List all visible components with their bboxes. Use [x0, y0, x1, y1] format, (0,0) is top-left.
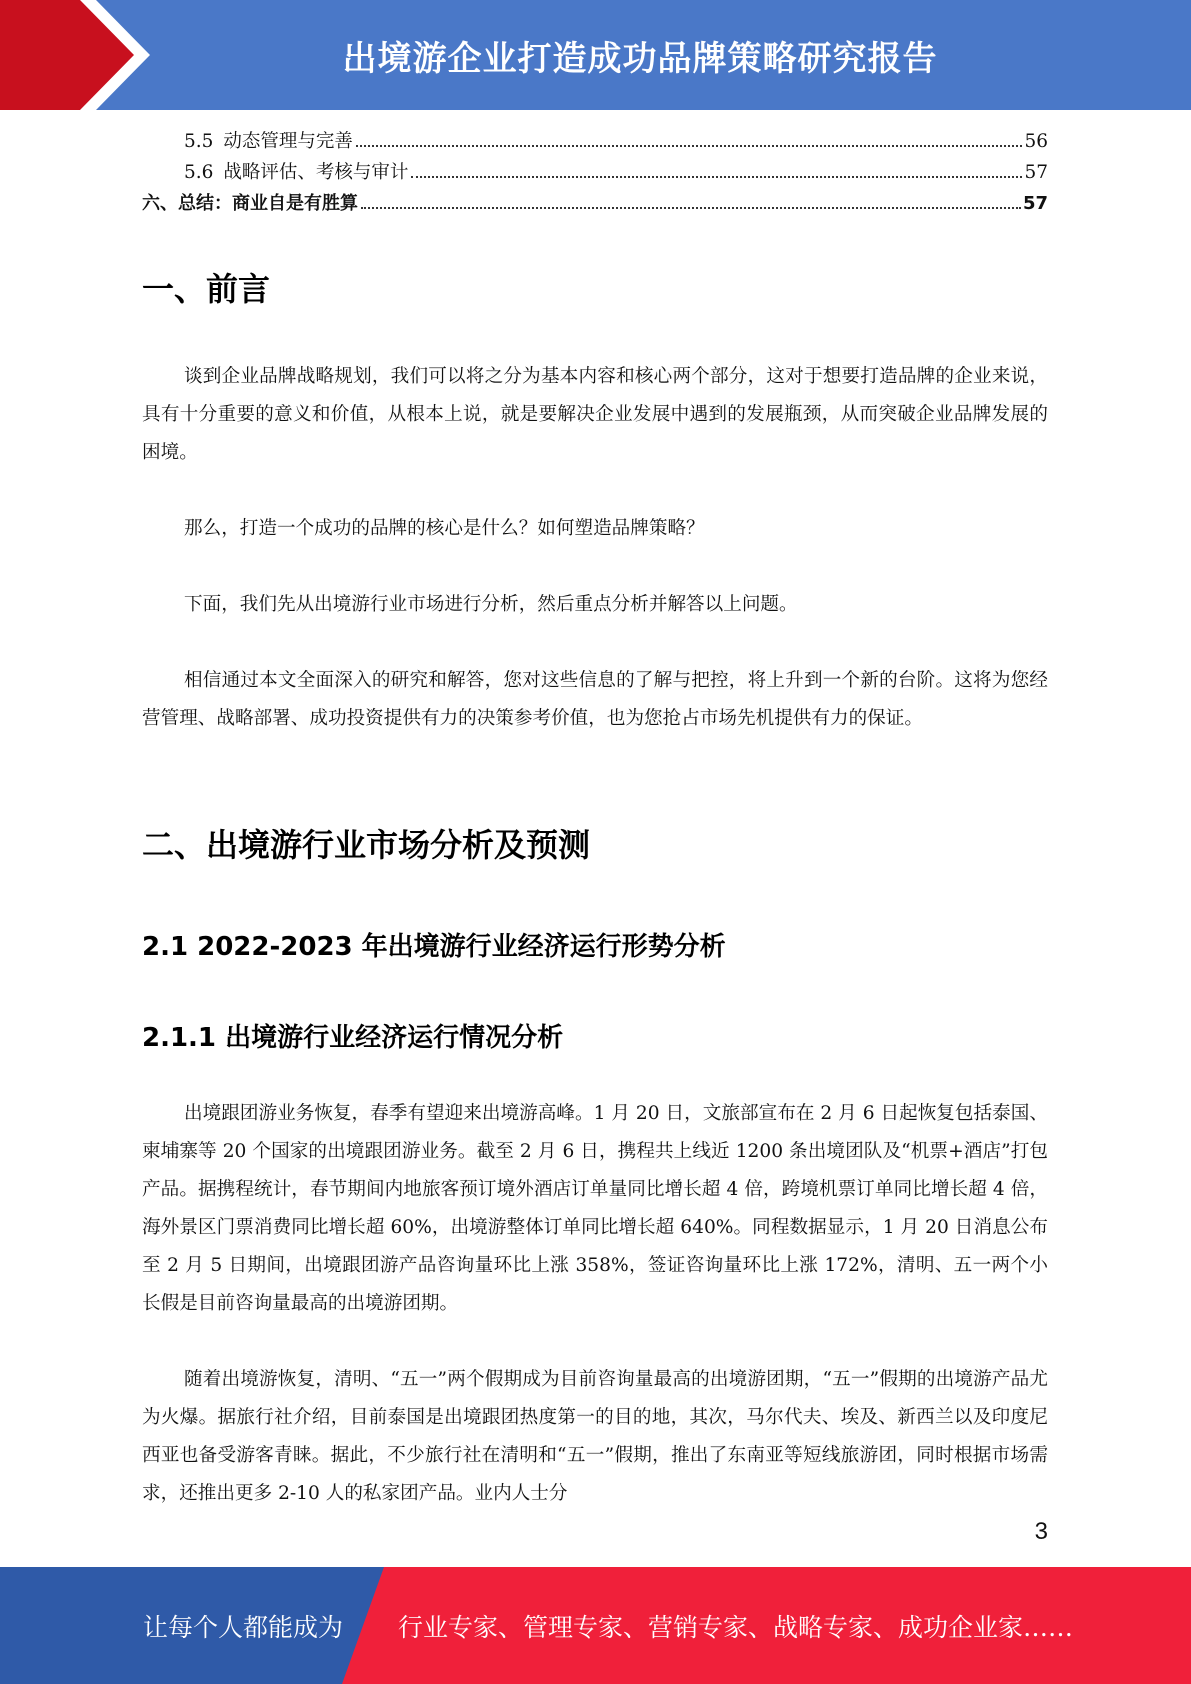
subsubsection-heading: 2.1.1 出境游行业经济运行情况分析: [142, 1023, 564, 1053]
paragraph: 出境跟团游业务恢复，春季有望迎来出境游高峰。1 月 20 日，文旅部宣布在 2 月 6 日起恢复包括泰国、柬埔寨等 20 个国家的出境跟团游业务。截至 2 月 6 日，携程共上线近 1200 条出境团队及“机票+酒店”打包产品。据携程统计，春节期间内地旅客预订境外酒店订单量同比增长超 4 倍，跨境机票订单同比增长超 4 倍，海外景区门票消费同比增长超 60%，出境游整体订单同比增长超 640%。同程数据显示，1 月 20 日消息公布至 2 月 5 日期间，出境跟团游产品咨询量环比上涨 358%，签证咨询量环比上涨 172%，清明、五一两个小长假是目前咨询量最高的出境游团期。: [142, 1103, 1048, 1314]
toc-leader-dots: [356, 144, 1023, 147]
page-footer: [0, 1567, 1191, 1684]
toc-entry-label: 动态管理与完善: [223, 131, 353, 152]
toc-entry[interactable]: [142, 127, 1048, 158]
toc-entry-page: 57: [1024, 162, 1048, 183]
section-heading: 二、出境游行业市场分析及预测: [142, 826, 591, 864]
toc-leader-dots: [361, 206, 1021, 209]
toc-entry-label: 六、总结：商业自是有胜算: [142, 193, 358, 214]
toc-entry-page: 57: [1022, 193, 1048, 214]
toc-leader-dots: [411, 175, 1022, 178]
page-number: 3: [1034, 1518, 1048, 1545]
footer-slogan-left: 让每个人都能成为: [143, 1612, 344, 1642]
paragraph: 谈到企业品牌战略规划，我们可以将之分为基本内容和核心两个部分，这对于想要打造品牌的企业来说，具有十分重要的意义和价值，从根本上说，就是要解决企业发展中遇到的发展瓶颈，从而突破企业品牌发展的困境。: [142, 366, 1048, 463]
toc-entry[interactable]: [142, 189, 1048, 220]
subsection-heading: 2.1 2022-2023 年出境游行业经济运行形势分析: [142, 932, 726, 962]
toc-entry-label: 战略评估、考核与审计: [223, 162, 409, 183]
paragraph: 随着出境游恢复，清明、“五一”两个假期成为目前咨询量最高的出境游团期，“五一”假期的出境游产品尤为火爆。据旅行社介绍，目前泰国是出境跟团热度第一的目的地，其次，马尔代夫、埃及、新西兰以及印度尼西亚也备受游客青睐。据此，不少旅行社在清明和“五一”假期，推出了东南亚等短线旅游团，同时根据市场需求，还推出更多 2-10 人的私家团产品。业内人士分: [142, 1369, 1048, 1504]
toc-entry-number: 5.5: [184, 131, 214, 152]
table-of-contents: [142, 127, 1048, 220]
paragraph: 那么，打造一个成功的品牌的核心是什么？如何塑造品牌策略？: [184, 518, 705, 539]
paragraph: 相信通过本文全面深入的研究和解答，您对这些信息的了解与把控，将上升到一个新的台阶。这将为您经营管理、战略部署、成功投资提供有力的决策参考价值，也为您抢占市场先机提供有力的保证。: [142, 670, 1048, 729]
report-title: 出境游企业打造成功品牌策略研究报告: [342, 38, 938, 79]
footer-slogan-right: 行业专家、管理专家、营销专家、战略专家、成功企业家……: [398, 1612, 1074, 1642]
toc-entry[interactable]: [142, 158, 1048, 189]
page-header: [0, 0, 1191, 110]
toc-entry-page: 56: [1024, 131, 1048, 152]
paragraph: 下面，我们先从出境游行业市场进行分析，然后重点分析并解答以上问题。: [184, 594, 798, 615]
section-heading: 一、前言: [142, 270, 271, 308]
header-red-arrow-decoration: [0, 0, 160, 110]
toc-entry-number: 5.6: [184, 162, 214, 183]
